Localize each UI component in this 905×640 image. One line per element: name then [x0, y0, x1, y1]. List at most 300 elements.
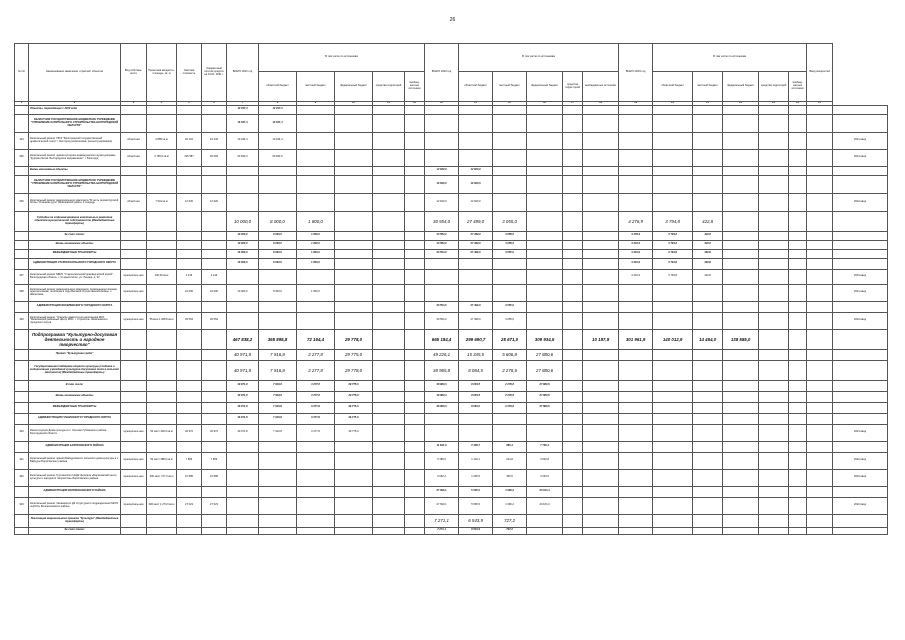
- row-cell: [833, 301, 888, 312]
- row-cell: [425, 413, 459, 424]
- row-cell: [563, 380, 583, 391]
- row-cell: [833, 258, 888, 269]
- row-cell: 8 084,5: [459, 380, 493, 391]
- row-name: Капитальный ремонт мемориального комплекса, посвященного воинам-односельчанам, погибшим в годы Великой Отечественной войны, с. Шаталовка: [29, 284, 121, 301]
- row-cell: 10 585: [202, 469, 227, 486]
- row-cell: [723, 486, 759, 497]
- row-cell: [583, 402, 619, 413]
- row-cell: [723, 231, 759, 240]
- row-cell: [373, 497, 405, 514]
- row-cell: [723, 469, 759, 486]
- row-cell: областная: [121, 149, 147, 166]
- row-cell: 11 847,9: [425, 441, 459, 452]
- column-index-21: 21: [693, 102, 723, 106]
- row-cell: [259, 441, 297, 452]
- row-number: 336: [15, 193, 29, 211]
- row-cell: [619, 175, 653, 193]
- row-cell: [259, 269, 297, 284]
- row-cell: 27 693,1: [425, 486, 459, 497]
- row-cell: [619, 301, 653, 312]
- row-cell: [789, 497, 807, 514]
- row-cell: [723, 380, 759, 391]
- row-cell: [653, 132, 693, 149]
- row-cell: [789, 166, 807, 175]
- row-cell: [619, 284, 653, 301]
- row-cell: 4 216,9: [619, 258, 653, 269]
- row-cell: [807, 193, 833, 211]
- row-cell: [425, 258, 459, 269]
- column-index-24: 24: [789, 102, 807, 106]
- row-cell: 1 800,0: [297, 231, 335, 240]
- row-cell: [259, 301, 297, 312]
- row-cell: [259, 312, 297, 329]
- row-cell: [259, 514, 297, 527]
- row-cell: [121, 258, 147, 269]
- row-cell: [723, 402, 759, 413]
- row-cell: [789, 360, 807, 380]
- row-cell: [807, 469, 833, 486]
- row-cell: [723, 269, 759, 284]
- row-cell: [227, 193, 259, 211]
- row-cell: [297, 105, 335, 114]
- row-cell: 1 800,0: [297, 249, 335, 258]
- row-cell: 10 000,0: [227, 240, 259, 249]
- row-cell: [373, 329, 405, 349]
- row-cell: 3 055,0: [493, 240, 527, 249]
- row-cell: [563, 452, 583, 469]
- row-cell: 3 794,8: [653, 240, 693, 249]
- row-cell: 422,8: [693, 231, 723, 240]
- header-sources-2022: В том числе по источникам: [459, 44, 619, 72]
- row-cell: 7 944 кв.м: [147, 193, 177, 211]
- row-name: За счет этого:: [29, 527, 121, 534]
- column-index-16: 16: [527, 102, 563, 106]
- row-cell: [297, 149, 335, 166]
- row-cell: [833, 514, 888, 527]
- row-cell: 422,8: [693, 249, 723, 258]
- row-cell: [759, 469, 789, 486]
- row-cell: [147, 249, 177, 258]
- row-cell: [493, 149, 527, 166]
- row-cell: [405, 441, 425, 452]
- row-cell: муниципаль-ная: [121, 452, 147, 469]
- row-cell: [563, 514, 583, 527]
- row-cell: 299 690,7: [459, 329, 493, 349]
- row-cell: [723, 349, 759, 360]
- header-source-2022-2: местный бюджет: [493, 72, 527, 102]
- row-cell: [405, 452, 425, 469]
- row-cell: [227, 486, 259, 497]
- table-row: [15, 269, 888, 284]
- row-name: Реконструкция Дома культуры в с. Уколово Губкинского района Белгородской области: [29, 424, 121, 441]
- column-index-23: 23: [759, 102, 789, 106]
- row-cell: 8 000,0: [259, 258, 297, 269]
- column-index-9: 9: [297, 102, 335, 106]
- row-cell: [297, 166, 335, 175]
- row-cell: [297, 514, 335, 527]
- row-cell: муниципаль-ная: [121, 424, 147, 441]
- row-cell: 3 794,8: [653, 231, 693, 240]
- row-cell: [833, 114, 888, 132]
- row-cell: [759, 312, 789, 329]
- row-cell: [723, 114, 759, 132]
- row-cell: [177, 402, 202, 413]
- row-cell: [425, 114, 459, 132]
- row-cell: [405, 391, 425, 402]
- row-cell: [373, 269, 405, 284]
- row-cell: [227, 301, 259, 312]
- row-cell: [759, 360, 789, 380]
- row-number: [15, 105, 29, 114]
- row-cell: [583, 486, 619, 497]
- row-cell: [807, 486, 833, 497]
- row-cell: [789, 391, 807, 402]
- row-cell: [653, 114, 693, 132]
- row-cell: [202, 486, 227, 497]
- row-number: 341: [15, 452, 29, 469]
- row-number: [15, 166, 29, 175]
- row-number: [15, 402, 29, 413]
- row-cell: [121, 240, 147, 249]
- row-cell: [583, 441, 619, 452]
- row-cell: [493, 424, 527, 441]
- row-name: В том числе:: [29, 380, 121, 391]
- row-cell: [177, 231, 202, 240]
- row-cell: [723, 193, 759, 211]
- row-cell: 38 960,3: [425, 380, 459, 391]
- row-cell: муниципаль-ная: [121, 312, 147, 329]
- row-cell: [335, 497, 373, 514]
- row-cell: 40 971,8: [227, 380, 259, 391]
- row-cell: 27 623: [202, 497, 227, 514]
- column-index-2: 2: [29, 102, 121, 106]
- row-cell: 29 778,0: [335, 360, 373, 380]
- table-header: [15, 44, 888, 106]
- row-cell: [493, 166, 527, 175]
- row-cell: 38 960,3: [425, 402, 459, 413]
- row-cell: [723, 149, 759, 166]
- row-cell: 8 084,5: [459, 402, 493, 413]
- row-cell: [373, 240, 405, 249]
- row-cell: 6 662,2: [425, 469, 459, 486]
- row-cell: [177, 175, 202, 193]
- row-cell: 7 866: [177, 452, 202, 469]
- row-cell: [619, 452, 653, 469]
- row-cell: [807, 211, 833, 231]
- row-cell: [177, 105, 202, 114]
- row-cell: [335, 486, 373, 497]
- table-row: [15, 258, 888, 269]
- row-cell: [583, 284, 619, 301]
- row-cell: 2022 ввод: [833, 469, 888, 486]
- header-source-2022-4: средства терри-торий: [563, 72, 583, 102]
- column-index-1: 1: [15, 102, 29, 106]
- row-cell: 3 055,0: [493, 312, 527, 329]
- row-cell: [227, 441, 259, 452]
- row-cell: [425, 284, 459, 301]
- row-cell: [297, 193, 335, 211]
- row-cell: 309 934,5: [527, 329, 563, 349]
- row-cell: [759, 514, 789, 527]
- row-cell: [405, 514, 425, 527]
- row-cell: 10 000: [177, 284, 202, 301]
- row-cell: 10 037,4: [259, 114, 297, 132]
- row-cell: 27 499,0: [459, 211, 493, 231]
- row-cell: [147, 514, 177, 527]
- row-cell: [373, 424, 405, 441]
- column-index-19: 19: [619, 102, 653, 106]
- row-name: ОБЛАСТНОЕ ГОСУДАРСТВЕННОЕ БЮДЖЕТНОЕ УЧРЕЖДЕНИЕ "УПРАВЛЕНИЕ КАПИТАЛЬНОГО СТРОИТЕЛЬСТВА БЕЛГОРОДСКОЙ ОБЛАСТИ": [29, 175, 121, 193]
- row-cell: [583, 240, 619, 249]
- row-cell: 30 554,0: [425, 312, 459, 329]
- row-cell: 27 499,0: [459, 301, 493, 312]
- row-cell: [405, 149, 425, 166]
- row-cell: 27 499,0: [459, 312, 493, 329]
- row-cell: [563, 441, 583, 452]
- row-cell: [493, 258, 527, 269]
- row-cell: 50 мест 400,0 кв.м: [147, 424, 177, 441]
- row-cell: [833, 231, 888, 240]
- row-cell: 4 216: [177, 269, 202, 284]
- column-index-15: 15: [493, 102, 527, 106]
- row-number: [15, 514, 29, 527]
- row-cell: [202, 114, 227, 132]
- header-expected-remainder: Ожидае-мый остаток средств на 01.01. 2021 г.: [202, 44, 227, 102]
- row-cell: [563, 132, 583, 149]
- row-number: [15, 329, 29, 349]
- header-capacity: Проектная мощность, площадь, кв. м: [147, 44, 177, 102]
- row-cell: [202, 441, 227, 452]
- row-cell: [493, 269, 527, 284]
- row-cell: [373, 360, 405, 380]
- row-number: 335: [15, 149, 29, 166]
- row-cell: [583, 149, 619, 166]
- row-name: Вновь начинаемые объекты: [29, 166, 121, 175]
- row-cell: [405, 402, 425, 413]
- row-cell: [723, 211, 759, 231]
- row-cell: 3 277,8: [297, 349, 335, 360]
- row-cell: [833, 441, 888, 452]
- row-cell: 3 794,8: [653, 258, 693, 269]
- row-cell: 25 671,0: [493, 329, 527, 349]
- row-cell: [807, 312, 833, 329]
- row-cell: 10 037,4: [227, 114, 259, 132]
- row-cell: [227, 514, 259, 527]
- row-cell: [147, 329, 177, 349]
- row-cell: [563, 329, 583, 349]
- row-number: 339: [15, 312, 29, 329]
- row-cell: [619, 391, 653, 402]
- row-cell: [202, 211, 227, 231]
- row-cell: 4 216,9: [619, 249, 653, 258]
- row-cell: [493, 132, 527, 149]
- row-cell: [759, 114, 789, 132]
- row-cell: [653, 105, 693, 114]
- row-cell: [425, 132, 459, 149]
- row-cell: [405, 132, 425, 149]
- row-cell: [121, 380, 147, 391]
- row-cell: [807, 105, 833, 114]
- row-number: [15, 249, 29, 258]
- row-cell: [202, 527, 227, 534]
- row-cell: [619, 497, 653, 514]
- row-cell: [147, 166, 177, 175]
- row-cell: [723, 360, 759, 380]
- row-cell: [227, 469, 259, 486]
- row-cell: [759, 166, 789, 175]
- row-cell: 55 кв.м 1 308,8 кв.м: [147, 312, 177, 329]
- row-cell: [297, 441, 335, 452]
- row-cell: [693, 380, 723, 391]
- row-cell: 60 693,0: [259, 149, 297, 166]
- row-cell: [259, 193, 297, 211]
- row-cell: 29 775,0: [335, 402, 373, 413]
- row-cell: [723, 413, 759, 424]
- row-cell: 40 971,8: [227, 402, 259, 413]
- row-cell: [563, 211, 583, 231]
- row-cell: 3 277,8: [297, 424, 335, 441]
- row-cell: [563, 249, 583, 258]
- column-index-25: 25: [807, 102, 833, 106]
- row-cell: [619, 166, 653, 175]
- row-cell: [405, 284, 425, 301]
- row-cell: [527, 231, 563, 240]
- row-cell: [723, 105, 759, 114]
- row-cell: [653, 424, 693, 441]
- row-cell: 7 271,1: [425, 527, 459, 534]
- row-cell: 2022 ввод: [833, 193, 888, 211]
- row-cell: [693, 312, 723, 329]
- row-cell: [425, 269, 459, 284]
- row-cell: муниципаль-ная: [121, 497, 147, 514]
- row-cell: [405, 424, 425, 441]
- row-cell: 29 778,0: [335, 329, 373, 349]
- row-cell: [121, 114, 147, 132]
- row-cell: [297, 269, 335, 284]
- row-cell: [693, 514, 723, 527]
- row-name: Субсидии на софинансирование капитальных ремонтов объектов муниципальной собственности (Межбюджетные трансферты): [29, 211, 121, 231]
- row-cell: [259, 175, 297, 193]
- row-cell: 20 164,4: [527, 486, 563, 497]
- header-source-2023-2: местный бюджет: [693, 72, 723, 102]
- row-name: Вновь начинаемые объекты: [29, 391, 121, 402]
- row-cell: [693, 349, 723, 360]
- table-row: [15, 249, 888, 258]
- row-cell: [807, 269, 833, 284]
- row-cell: [493, 105, 527, 114]
- row-number: 342: [15, 469, 29, 486]
- table-row: [15, 441, 888, 452]
- row-cell: [177, 249, 202, 258]
- row-number: [15, 258, 29, 269]
- row-cell: [833, 105, 888, 114]
- row-cell: [789, 258, 807, 269]
- row-cell: [147, 527, 177, 534]
- row-cell: [527, 284, 563, 301]
- row-cell: 1 800,0: [297, 284, 335, 301]
- row-cell: 1 996,2: [493, 486, 527, 497]
- row-cell: [202, 329, 227, 349]
- row-cell: [373, 132, 405, 149]
- row-cell: [147, 231, 177, 240]
- row-cell: 27 499,0: [459, 240, 493, 249]
- row-cell: [583, 424, 619, 441]
- row-name: Объекты, переходящие с 2020 года: [29, 105, 121, 114]
- row-cell: [807, 329, 833, 349]
- row-cell: 365 895,8: [259, 329, 297, 349]
- row-cell: 12 620: [202, 193, 227, 211]
- row-cell: [425, 105, 459, 114]
- row-cell: [297, 312, 335, 329]
- row-name: Государственная поддержка отрасли культуры (создание и модернизация учреждений культурно-досугового типа в сельской местности) (Межбюджетные трансферты): [29, 360, 121, 380]
- row-cell: [789, 231, 807, 240]
- row-cell: [723, 240, 759, 249]
- row-cell: 30 554,0: [425, 249, 459, 258]
- row-cell: [459, 424, 493, 441]
- row-cell: [202, 514, 227, 527]
- row-cell: [405, 211, 425, 231]
- row-cell: [147, 114, 177, 132]
- row-cell: [405, 312, 425, 329]
- row-cell: 727,2: [493, 514, 527, 527]
- row-cell: 40 101: [177, 132, 202, 149]
- header-source-2021-4: средства территорий: [373, 72, 405, 102]
- row-cell: 10 000,0: [227, 211, 259, 231]
- row-cell: 2021 ввод: [833, 424, 888, 441]
- row-cell: 10 000,0: [227, 231, 259, 240]
- row-cell: [807, 424, 833, 441]
- row-number: 338: [15, 284, 29, 301]
- row-cell: [297, 486, 335, 497]
- row-cell: 727,2: [493, 527, 527, 534]
- row-cell: [833, 402, 888, 413]
- row-cell: [807, 149, 833, 166]
- row-cell: [527, 132, 563, 149]
- row-name: АДМИНИСТРАЦИЯ ВОЛОКОНОВСКОГО РАЙОНА: [29, 486, 121, 497]
- row-cell: [335, 284, 373, 301]
- row-cell: [335, 211, 373, 231]
- row-cell: [619, 413, 653, 424]
- row-cell: [121, 402, 147, 413]
- row-cell: муниципаль-ная: [121, 269, 147, 284]
- row-cell: 422,8: [693, 240, 723, 249]
- row-cell: [121, 527, 147, 534]
- column-index-22: 22: [723, 102, 759, 106]
- row-cell: 27 880,6: [527, 402, 563, 413]
- row-cell: [833, 211, 888, 231]
- row-cell: [807, 231, 833, 240]
- row-cell: [759, 497, 789, 514]
- row-cell: [619, 441, 653, 452]
- row-cell: [335, 240, 373, 249]
- row-number: [15, 360, 29, 380]
- row-cell: [177, 441, 202, 452]
- row-cell: [147, 402, 177, 413]
- row-cell: 1 103,1: [459, 452, 493, 469]
- row-cell: 4 276,9: [619, 231, 653, 240]
- row-cell: 300 мест 1 273,0 кв.м: [147, 497, 177, 514]
- row-cell: [259, 486, 297, 497]
- row-cell: [653, 527, 693, 534]
- row-cell: 3 794,8: [653, 269, 693, 284]
- row-cell: [723, 175, 759, 193]
- row-cell: [147, 441, 177, 452]
- row-cell: [759, 402, 789, 413]
- row-cell: [619, 193, 653, 211]
- row-cell: [563, 312, 583, 329]
- table-row: [15, 402, 888, 413]
- table-row: [15, 329, 888, 349]
